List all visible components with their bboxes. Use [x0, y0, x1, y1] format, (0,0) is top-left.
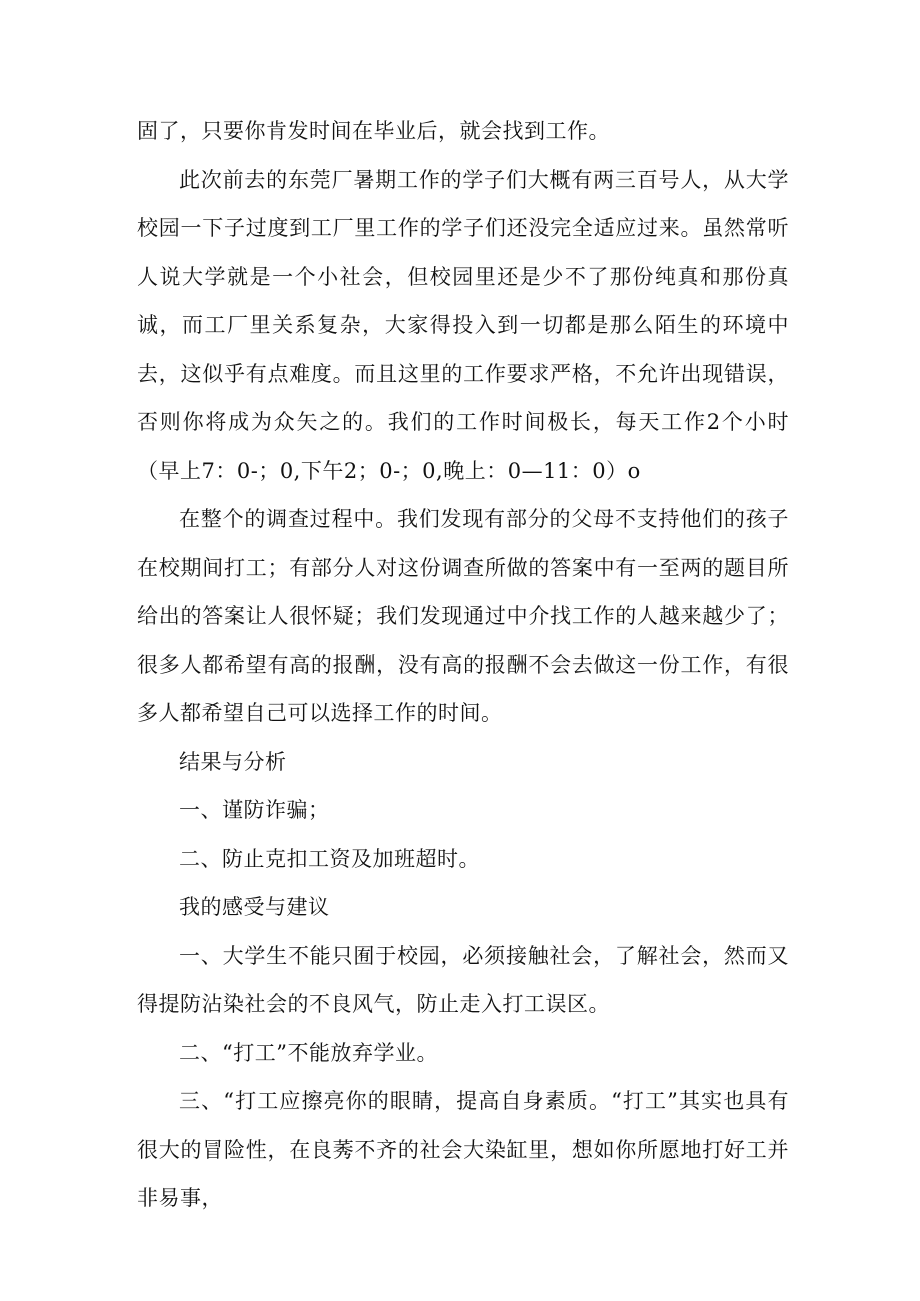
heading-results-analysis: 结果与分析: [179, 749, 287, 774]
paragraph-factory-work: 此次前去的东莞厂暑期工作的学子们大概有两三百号人，从大学校园一下子过度到工厂里工作的学子们还没完全适应过来。虽然常听人说大学就是一个小社会，但校园里还是少不了那份纯真和那份真诚，而工厂里关系复杂，大家得投入到一切都是那么陌生的环境中去，这似乎有点难度。而且这里的工作要求严格，不允许出现错误，否则你将成为众矢之的。我们的工作时间极长，每天工作2个小时（早上7：0-；0,下午2；0-；0,晚上：0—11：0）o: [137, 167, 789, 483]
paragraph-survey-findings: 在整个的调查过程中。我们发现有部分的父母不支持他们的孩子在校期间打工；有部分人对这份调查所做的答案中有一至两的题目所给出的答案让人很怀疑；我们发现通过中介找工作的人越来越少了；很多人都希望有高的报酬，没有高的报酬不会去做这一份工作，有很多人都希望自己可以选择工作的时间。: [137, 507, 789, 725]
heading-feelings-suggestions: 我的感受与建议: [179, 895, 330, 919]
list-item-engage-society: 一、大学生不能只囿于校园，必须接触社会，了解社会，然而又得提防沾染社会的不良风气，防止走入打工误区。: [137, 943, 789, 1016]
list-item-prevent-wage-deduction: 二、防止克扣工资及加班超时。: [179, 846, 480, 871]
document-body: [137, 107, 789, 1223]
list-item-keep-studies: 二、“打工”不能放弃学业。: [179, 1040, 438, 1065]
paragraph-continuation: 固了，只要你肯发时间在毕业后，就会找到工作。: [137, 119, 610, 143]
list-item-prevent-fraud: 一、谨防诈骗；: [179, 798, 330, 822]
list-item-open-eyes: 三、“打工应擦亮你的眼睛，提高自身素质。“打工”其实也具有很大的冒险性，在良莠不齐的社会大染缸里，想如你所愿地打好工并非易事，: [137, 1089, 789, 1210]
